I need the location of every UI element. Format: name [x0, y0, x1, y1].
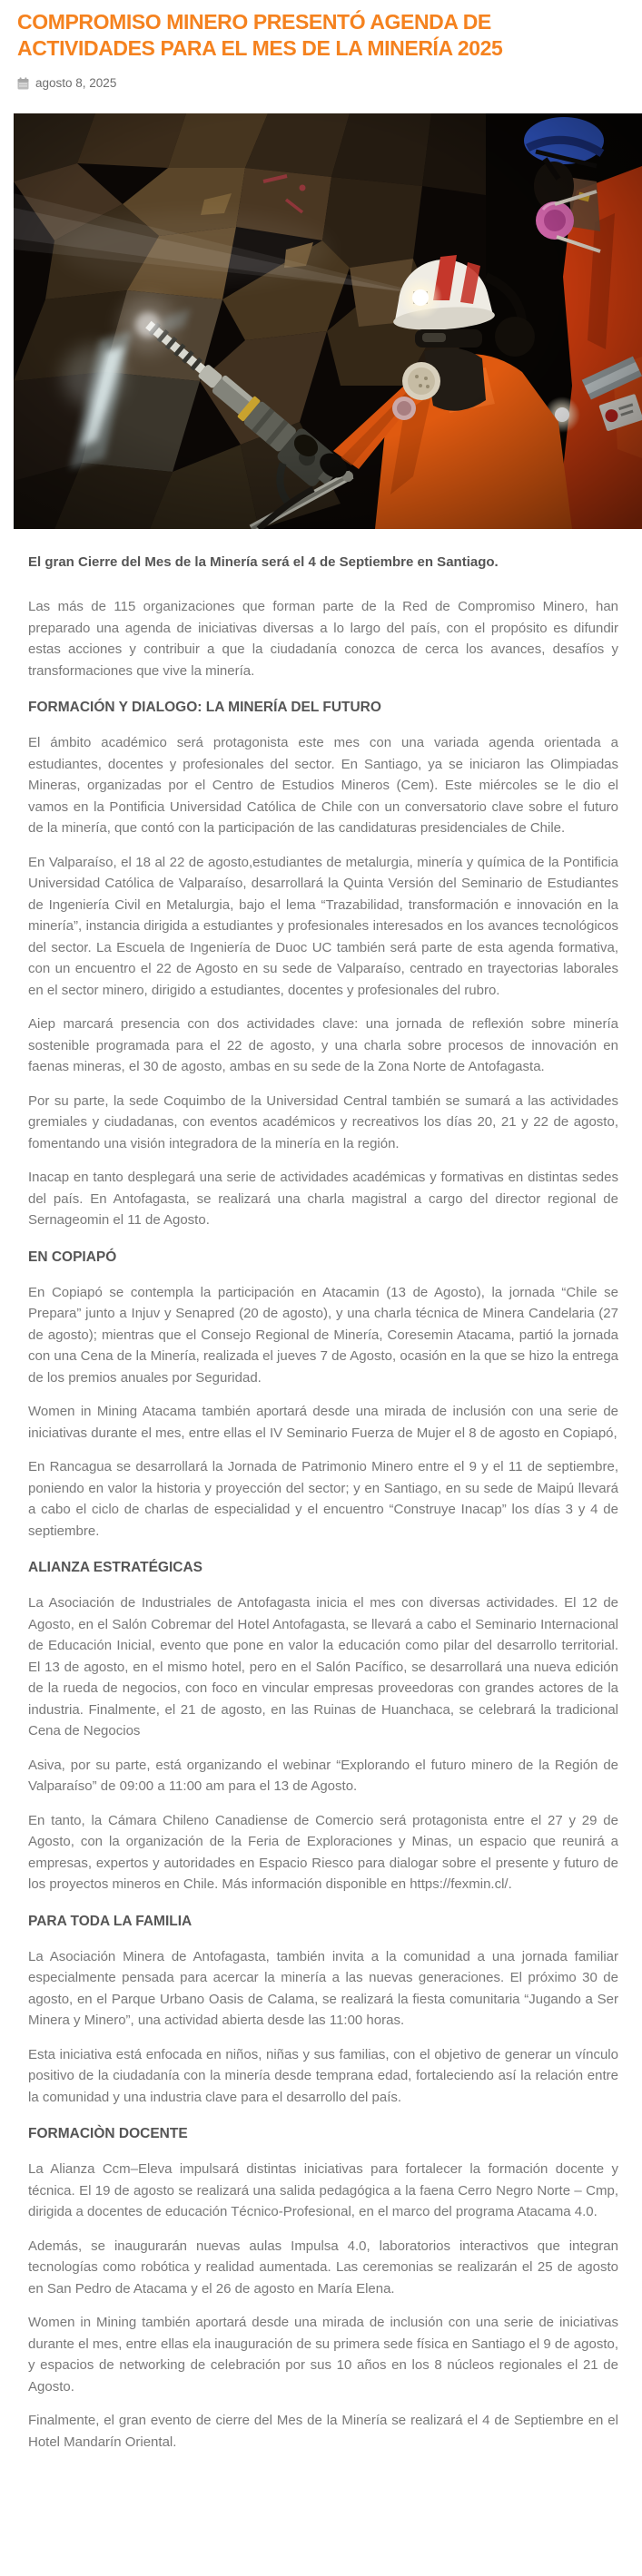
page-title-line-2: ACTIVIDADES PARA EL MES DE LA MINERÍA 2025 — [17, 36, 503, 60]
article-paragraph: Finalmente, el gran evento de cierre del Mes de la Minería se realizará el 4 de Septiembre en el Hotel Mandarín Oriental. — [28, 2413, 618, 2450]
mine-drilling-photo — [14, 113, 642, 529]
article-paragraph: Las más de 115 organizaciones que forman parte de la Red de Compromiso Minero, han preparado una agenda de iniciativas diversas a lo largo del país, con el propósito es difundir estas acciones y contribuir a que la ciudadanía conozca de cerca los avances, desafíos y transformaciones que vive la minería. — [28, 599, 618, 679]
article-paragraph: Women in Mining también aportará desde una mirada de inclusión con una serie de iniciativas durante el mes, entre ellas ela inauguración de su primera sede física en Santiago el 9 de agosto, y espacios de networking de celebración por sus 10 años en los 8 núcleos regionales el 21 de Agosto. — [28, 2315, 618, 2395]
article-photo — [14, 113, 642, 529]
article-paragraph: Asiva, por su parte, está organizando el webinar “Explorando el futuro minero de la Región de Valparaíso” de 09:00 a 11:00 am para el 13 de Agosto. — [28, 1757, 618, 1794]
section-heading: ALIANZA ESTRATÉGICAS — [28, 1560, 203, 1575]
photo-vignette — [14, 113, 642, 529]
article-body — [28, 552, 618, 2453]
article-paragraph: La Asociación Minera de Antofagasta, también invita a la comunidad a una jornada familiar especialmente pensada para acercar la minería a las nuevas generaciones. El próximo 30 de agosto, en el Parque Urbano Oasis de Calama, se realizará la fiesta comunitaria “Jugando a Ser Minera y Minero”, una actividad abierta desde las 11:00 horas. — [28, 1948, 618, 2028]
article-paragraph: Women in Mining Atacama también aportará desde una mirada de inclusión con una serie de iniciativas durante el mes, entre ellas el IV Seminario Fuerza de Mujer el 8 de agosto en Copiapó, — [28, 1404, 618, 1441]
section-heading: EN COPIAPÓ — [28, 1249, 117, 1265]
page-title — [17, 9, 622, 62]
post-meta — [17, 76, 642, 90]
page-title-line-1: COMPROMISO MINERO PRESENTÓ AGENDA DE — [17, 10, 491, 34]
article-paragraph: En Rancagua se desarrollará la Jornada de Patrimonio Minero entre el 9 y el 11 de septiembre, poniendo en valor la historia y proyección del sector; y en Santiago, en su sede de Maipú llevará a cabo el ciclo de charlas de especialidad y el encuentro “Construye Inacap” los días 3 y 4 de septiembre. — [28, 1459, 618, 1539]
article-paragraph: Aiep marcará presencia con dos actividades clave: una jornada de reflexión sobre minería sostenible programada para el 22 de agosto, y una charla sobre procesos de innovación en faenas mineras, el 30 de agosto, ambas en su sede de la Zona Norte de Antofagasta. — [28, 1016, 618, 1074]
section-heading: FORMACIÓN Y DIALOGO: LA MINERÍA DEL FUTURO — [28, 700, 381, 715]
calendar-icon — [17, 77, 29, 90]
article-paragraph: La Alianza Ccm–Eleva impulsará distintas iniciativas para fortalecer la formación docente y técnica. El 19 de agosto se realizará una salida pedagógica a la faena Cerro Negro Norte – Cmp, dirigida a docentes de educación Técnico-Profesional, en el marco del programa Atacama 4.0. — [28, 2161, 618, 2219]
article-paragraph: Por su parte, la sede Coquimbo de la Universidad Central también se sumará a las actividades gremiales y ciudadanas, con eventos académicos y recreativos los días 20, 21 y 22 de agosto, fomentando una visión integradora de la minería en la región. — [28, 1092, 618, 1151]
article-paragraph: En Valparaíso, el 18 al 22 de agosto,estudiantes de metalurgia, minería y química de la Pontificia Universidad Católica de Valparaíso, desarrollará la Quinta Versión del Seminario de Estudiantes de Ingeniería Civil en Metalurgia, bajo el lema “Trazabilidad, transformación e innovación en la minería”, instancia dirigida a estudiantes y profesionales interesados en los avances tecnológicos del sector. La Escuela de Ingeniería de Duoc UC también será parte de esta agenda formativa, con un encuentro el 22 de Agosto en su sede de Valparaíso, centrado en trayectorias laborales en el sector minero, dirigido a estudiantes, docentes y profesionales del rubro. — [28, 854, 618, 998]
post-date: agosto 8, 2025 — [35, 76, 117, 90]
section-heading: PARA TODA LA FAMILIA — [28, 1913, 193, 1929]
article-paragraph: La Asociación de Industriales de Antofagasta inicia el mes con diversas actividades. El 12 de Agosto, en el Salón Cobremar del Hotel Antofagasta, se llevará a cabo el Seminario Internacional de Educación Inicial, evento que pone en valor la educación como pilar del desarrollo territorial. El 13 de agosto, en el mismo hotel, pero en el Salón Pacífico, se desarrollará una nueva edición de la rueda de negocios, con foco en vincular empresas proveedoras con grandes actores de la industria. Finalmente, el 21 de agosto, en las Ruinas de Huanchaca, se celebrará la tradicional Cena de Negocios — [28, 1595, 618, 1739]
article-page — [0, 9, 642, 2489]
article-paragraph: En tanto, la Cámara Chileno Canadiense de Comercio será protagonista entre el 27 y 29 de Agosto, con la organización de la Feria de Exploraciones y Minas, un espacio que reunirá a empresas, expertos y autoridades en Espacio Riesco para dialogar sobre el presente y futuro de los proyectos mineros en Chile. Más información disponible en https://fexmin.cl/. — [28, 1812, 618, 1892]
article-paragraph: Inacap en tanto desplegará una serie de actividades académicas y formativas en distintas sedes del país. En Antofagasta, se realizará una charla magistral a cargo del director regional de Sernageomin el 11 de Agosto. — [28, 1170, 618, 1228]
section-heading: FORMACIÒN DOCENTE — [28, 2126, 188, 2141]
article-paragraph: En Copiapó se contempla la participación en Atacamin (13 de Agosto), la jornada “Chile se Prepara” junto a Injuv y Senapred (20 de agosto), y una charla técnica de Minera Candelaria (27 de agosto); mientras que el Consejo Regional de Minería, Coresemin Atacama, partió la jornada con una Cena de la Minería, realizada el jueves 7 de Agosto, ocasión en la que se hizo la entrega de los premios anuales por Seguridad. — [28, 1284, 618, 1386]
article-lead: El gran Cierre del Mes de la Minería será el 4 de Septiembre en Santiago. — [28, 554, 499, 570]
article-paragraph: Esta iniciativa está enfocada en niños, niñas y sus familias, con el objetivo de generar un vínculo positivo de la ciudadanía con la minería desde temprana edad, fortaleciendo así la relación entre la comunidad y una industria clave para el desarrollo del país. — [28, 2046, 618, 2105]
article-paragraph: El ámbito académico será protagonista este mes con una variada agenda orientada a estudiantes, docentes y profesionales del sector. En Santiago, ya se iniciaron las Olimpiadas Mineras, organizadas por el Centro de Estudios Mineros (Cem). Este miércoles se le dio el vamos en la Pontificia Universidad Católica de Chile con un conversatorio clave sobre el futuro de la minería, que contó con la participación de las candidaturas presidenciales de Chile. — [28, 735, 618, 836]
article-paragraph: Además, se inaugurarán nuevas aulas Impulsa 4.0, laboratorios interactivos que integran tecnologías como robótica y realidad aumentada. Las ceremonias se realizarán el 25 de agosto en San Pedro de Atacama y el 26 de agosto en María Elena. — [28, 2238, 618, 2297]
